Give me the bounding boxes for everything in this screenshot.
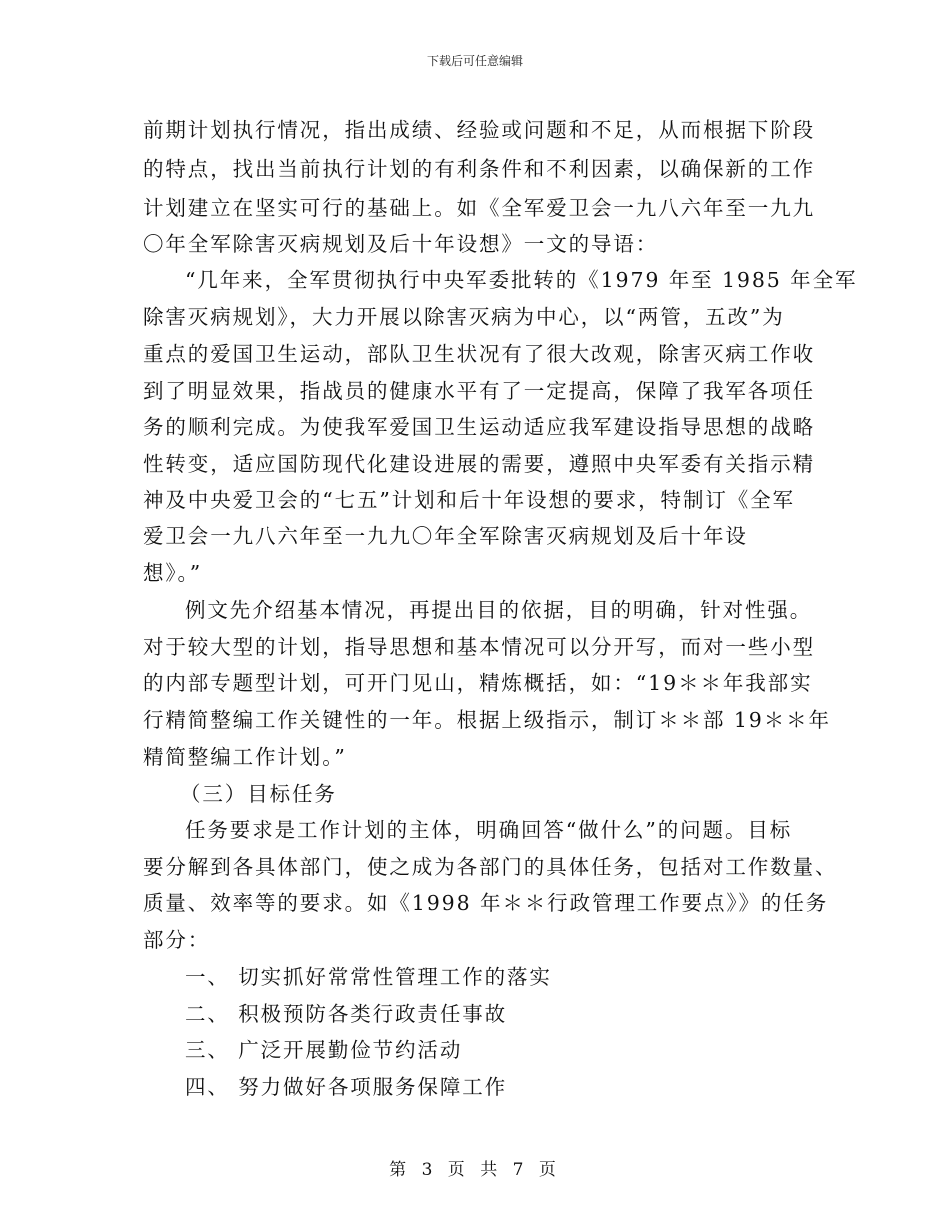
section-heading: （三）目标任务 <box>180 782 337 806</box>
body-line: 要分解到各具体部门，使之成为各部门的具体任务，包括对工作数量、 <box>143 855 838 879</box>
body-line: 重点的爱国卫生运动，部队卫生状况有了很大改观，除害灭病工作收 <box>143 342 815 366</box>
body-line: 务的顺利完成。为使我军爱国卫生运动适应我军建设指导思想的战略 <box>143 415 815 439</box>
body-line: 想》。” <box>143 561 203 585</box>
body-line: 前期计划执行情况，指出成绩、经验或问题和不足，从而根据下阶段 <box>143 118 815 142</box>
body-line: 质量、效率等的要求。如《1998 年＊＊行政管理工作要点》》的任务 <box>143 891 829 915</box>
body-line: 任务要求是工作计划的主体，明确回答“做什么”的问题。目标 <box>185 818 793 842</box>
list-item: 二、 积极预防各类行政责任事故 <box>185 1002 508 1026</box>
page-header: 下载后可任意编辑 <box>426 54 523 68</box>
body-line: 部分： <box>143 928 211 952</box>
body-line: 行精简整编工作关键性的一年。根据上级指示，制订＊＊部 19＊＊年 <box>143 708 831 732</box>
list-item: 四、 努力做好各项服务保障工作 <box>185 1075 508 1099</box>
body-line: 对于较大型的计划，指导思想和基本情况可以分开写，而对一些小型 <box>143 635 815 659</box>
body-line: 例文先介绍基本情况，再提出目的依据，目的明确，针对性强。 <box>185 598 813 622</box>
body-line: 神及中央爱卫会的“七五”计划和后十年设想的要求，特制订《全军 <box>143 488 795 512</box>
body-line: 除害灭病规划》，大力开展以除害灭病为中心，以“两管，五改”为 <box>143 305 785 329</box>
page-footer: 第 3 页 共 7 页 <box>389 1160 561 1180</box>
body-line: “几年来，全军贯彻执行中央军委批转的《1979 年至 1985 年全军 <box>185 268 858 292</box>
body-line: 到了明显效果，指战员的健康水平有了一定提高，保障了我军各项任 <box>143 379 815 403</box>
body-line: 计划建立在坚实可行的基础上。如《全军爱卫会一九八六年至一九九 <box>143 196 815 220</box>
body-line: 的特点，找出当前执行计划的有利条件和不利因素，以确保新的工作 <box>143 157 815 181</box>
body-line: 爱卫会一九八六年至一九九〇年全军除害灭病规划及后十年设 <box>143 524 748 548</box>
body-line: 精简整编工作计划。” <box>143 745 347 769</box>
body-line: 性转变，适应国防现代化建设进展的需要，遵照中央军委有关指示精 <box>143 452 815 476</box>
list-item: 一、 切实抓好常常性管理工作的落实 <box>185 965 552 989</box>
body-line: 的内部专题型计划，可开门见山，精炼概括，如：“19＊＊年我部实 <box>143 671 813 695</box>
body-line: 〇年全军除害灭病规划及后十年设想》一文的导语： <box>143 232 659 256</box>
list-item: 三、 广泛开展勤俭节约活动 <box>185 1038 463 1062</box>
